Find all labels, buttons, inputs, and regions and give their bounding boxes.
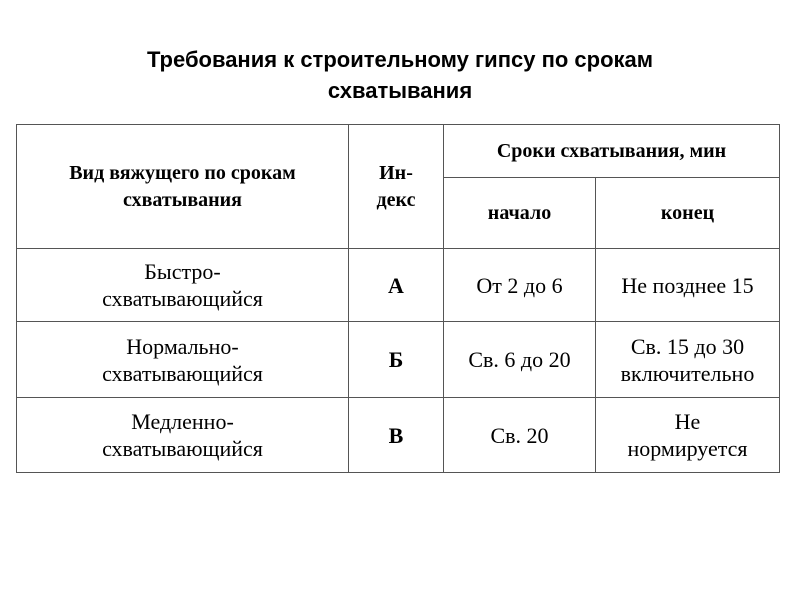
- table-row: [17, 398, 780, 473]
- cell-end: Не позднее 15: [596, 249, 780, 322]
- table-row: [17, 322, 780, 398]
- cell-index: Б: [349, 322, 444, 398]
- cell-index: В: [349, 398, 444, 473]
- cell-start: От 2 до 6: [444, 249, 596, 322]
- page-title-line-2: схватывания: [327, 78, 473, 103]
- cell-end: Св. 15 до 30 включительно: [596, 322, 780, 398]
- setting-time-requirements-table: [16, 124, 780, 473]
- header-end: конец: [596, 178, 780, 249]
- header-binder-type: Вид вяжущего по срокам схватывания: [17, 125, 349, 249]
- cell-start: Св. 20: [444, 398, 596, 473]
- header-start: начало: [444, 178, 596, 249]
- cell-index: А: [349, 249, 444, 322]
- header-setting-time: Сроки схватывания, мин: [444, 125, 780, 178]
- page-title-line-1: Требования к строительному гипсу по срокам: [146, 47, 654, 72]
- table-row: [17, 249, 780, 322]
- cell-binder-type: Быстро- схватывающийся: [17, 249, 349, 322]
- page-title: [0, 44, 800, 106]
- cell-start: Св. 6 до 20: [444, 322, 596, 398]
- cell-end: Не нормируется: [596, 398, 780, 473]
- cell-binder-type: Медленно- схватывающийся: [17, 398, 349, 473]
- header-index: Ин- декс: [349, 125, 444, 249]
- cell-binder-type: Нормально- схватывающийся: [17, 322, 349, 398]
